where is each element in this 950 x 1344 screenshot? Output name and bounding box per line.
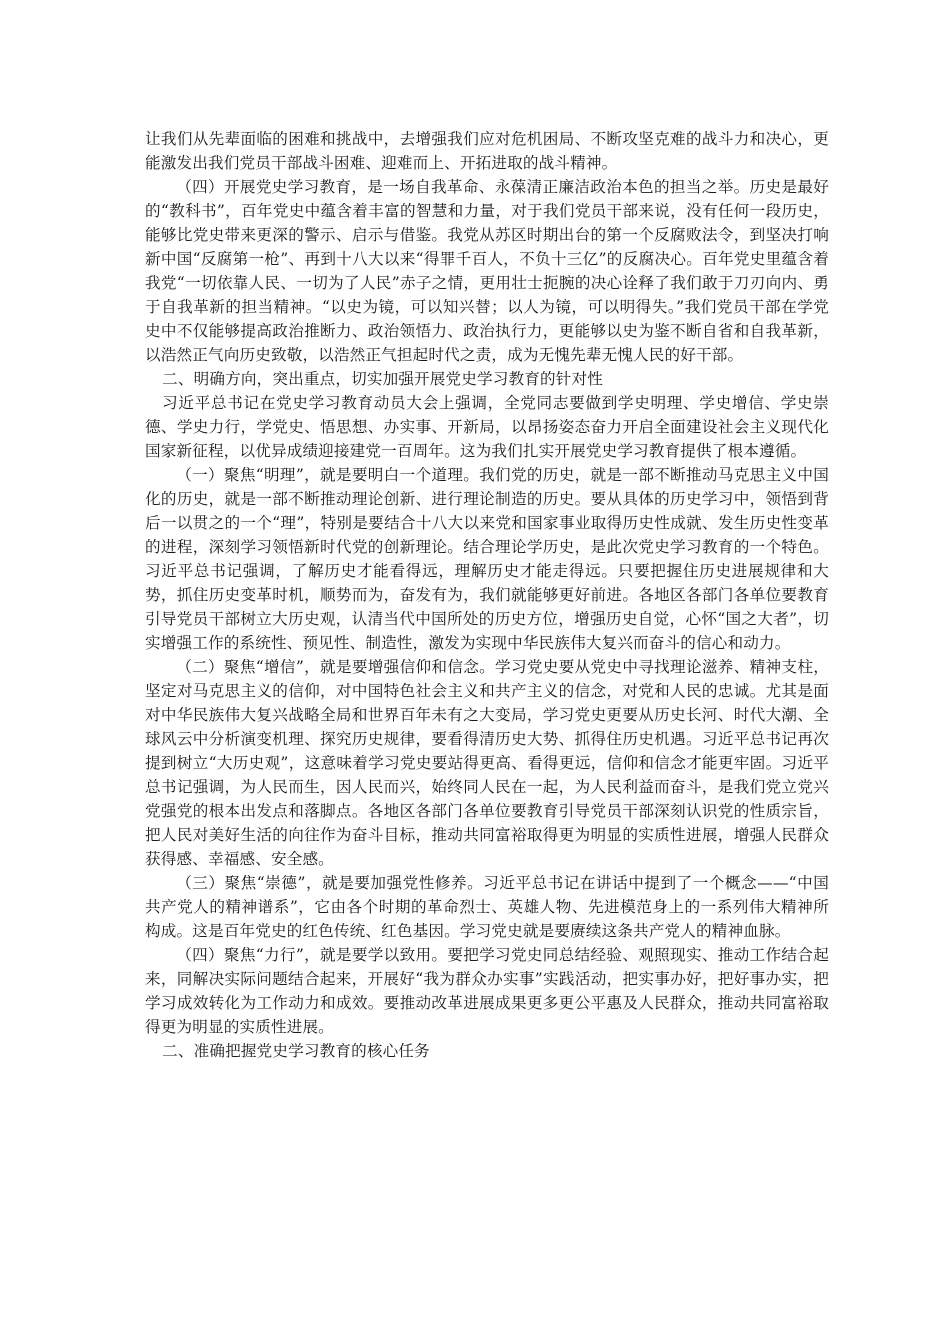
section-heading-2: 二、明确方向，突出重点，切实加强开展党史学习教育的针对性 <box>162 370 603 388</box>
section-heading-3: 二、准确把握党史学习教育的核心任务 <box>162 1042 430 1060</box>
paragraph-section2-item2: （二）聚焦“增信”，就是要增强信仰和信念。学习党史要从党史中寻找理论滋养、精神支柱，坚定对马克思主义的信仰，对中国特色社会主义和共产主义的信念，对党和人民的忠诚。尤其是面对中华民族伟大复兴战略全局和世界百年未有之大变局，学习党史更要从历史长河、时代大潮、全球风云中分析演变机理、探究历史规律，要看得清历史大势、抓得住历史机遇。习近平总书记再次提到树立“大历史观”，这意味着学习党史要站得更高、看得更远，信仰和信念才能更牢固。习近平总书记强调，为人民而生，因人民而兴，始终同人民在一起，为人民利益而奋斗，是我们党立党兴党强党的根本出发点和落脚点。各地区各部门各单位要教育引导党员干部深刻认识党的性质宗旨，把人民对美好生活的向往作为奋斗目标，推动共同富裕取得更为明显的实质性进展，增强人民群众获得感、幸福感、安全感。 <box>145 658 829 868</box>
paragraph-section1-item4: （四）开展党史学习教育，是一场自我革命、永葆清正廉洁政治本色的担当之举。历史是最好的“教科书”，百年党史中蕴含着丰富的智慧和力量，对于我们党员干部来说，没有任何一段历史，能够比党史带来更深的警示、启示与借鉴。我党从苏区时期出台的第一个反腐败法令，到坚决打响新中国“反腐第一枪”、再到十八大以来“得罪千百人，不负十三亿”的反腐决心。百年党史里蕴含着我党“一切依靠人民、一切为了人民”赤子之情，更用壮士扼腕的决心诠释了我们敢于刀刃向内、勇于自我革新的担当精神。“以史为镜，可以知兴替；以人为镜，可以明得失。”我们党员干部在学党史中不仅能够提高政治推断力、政治领悟力、政治执行力，更能够以史为鉴不断自省和自我革新，以浩然正气向历史致敬，以浩然正气担起时代之责，成为无愧先辈无愧人民的好干部。 <box>145 178 829 364</box>
paragraph-continuation: 让我们从先辈面临的困难和挑战中，去增强我们应对危机困局、不断攻坚克难的战斗力和决心，更能激发出我们党员干部战斗困难、迎难而上、开拓进取的战斗精神。 <box>145 130 829 172</box>
paragraph-section2-item4: （四）聚焦“力行”，就是要学以致用。要把学习党史同总结经验、观照现实、推动工作结合起来，同解决实际问题结合起来，开展好“我为群众办实事”实践活动，把实事办好，把好事办实，把学习成效转化为工作动力和成效。要推动改革进展成果更多更公平惠及人民群众，推动共同富裕取得更为明显的实质性进展。 <box>145 946 829 1036</box>
paragraph-section2-item1: （一）聚焦“明理”，就是要明白一个道理。我们党的历史，就是一部不断推动马克思主义中国化的历史，就是一部不断推动理论创新、进行理论制造的历史。要从具体的历史学习中，领悟到背后一以贯之的一个“理”，特别是要结合十八大以来党和国家事业取得历史性成就、发生历史性变革的进程，深刻学习领悟新时代党的创新理论。结合理论学历史，是此次党史学习教育的一个特色。习近平总书记强调，了解历史才能看得远，理解历史才能走得远。只要把握住历史进展规律和大势，抓住历史变革时机，顺势而为，奋发有为，我们就能够更好前进。各地区各部门各单位要教育引导党员干部树立大历史观，认清当代中国所处的历史方位，增强历史自觉，心怀“国之大者”，切实增强工作的系统性、预见性、制造性，激发为实现中华民族伟大复兴而奋斗的信心和动力。 <box>145 466 829 652</box>
paragraph-section2-intro: 习近平总书记在党史学习教育动员大会上强调，全党同志要做到学史明理、学史增信、学史崇德、学史力行，学党史、悟思想、办实事、开新局，以昂扬姿态奋力开启全面建设社会主义现代化国家新征程，以优异成绩迎接建党一百周年。这为我们扎实开展党史学习教育提供了根本遵循。 <box>145 394 829 460</box>
document-body <box>0 127 950 1063</box>
paragraph-section2-item3: （三）聚焦“崇德”，就是要加强党性修养。习近平总书记在讲话中提到了一个概念——“中国共产党人的精神谱系”，它由各个时期的革命烈士、英雄人物、先进模范身上的一系列伟大精神所构成。这是百年党史的红色传统、红色基因。学习党史就是要赓续这条共产党人的精神血脉。 <box>145 874 829 940</box>
